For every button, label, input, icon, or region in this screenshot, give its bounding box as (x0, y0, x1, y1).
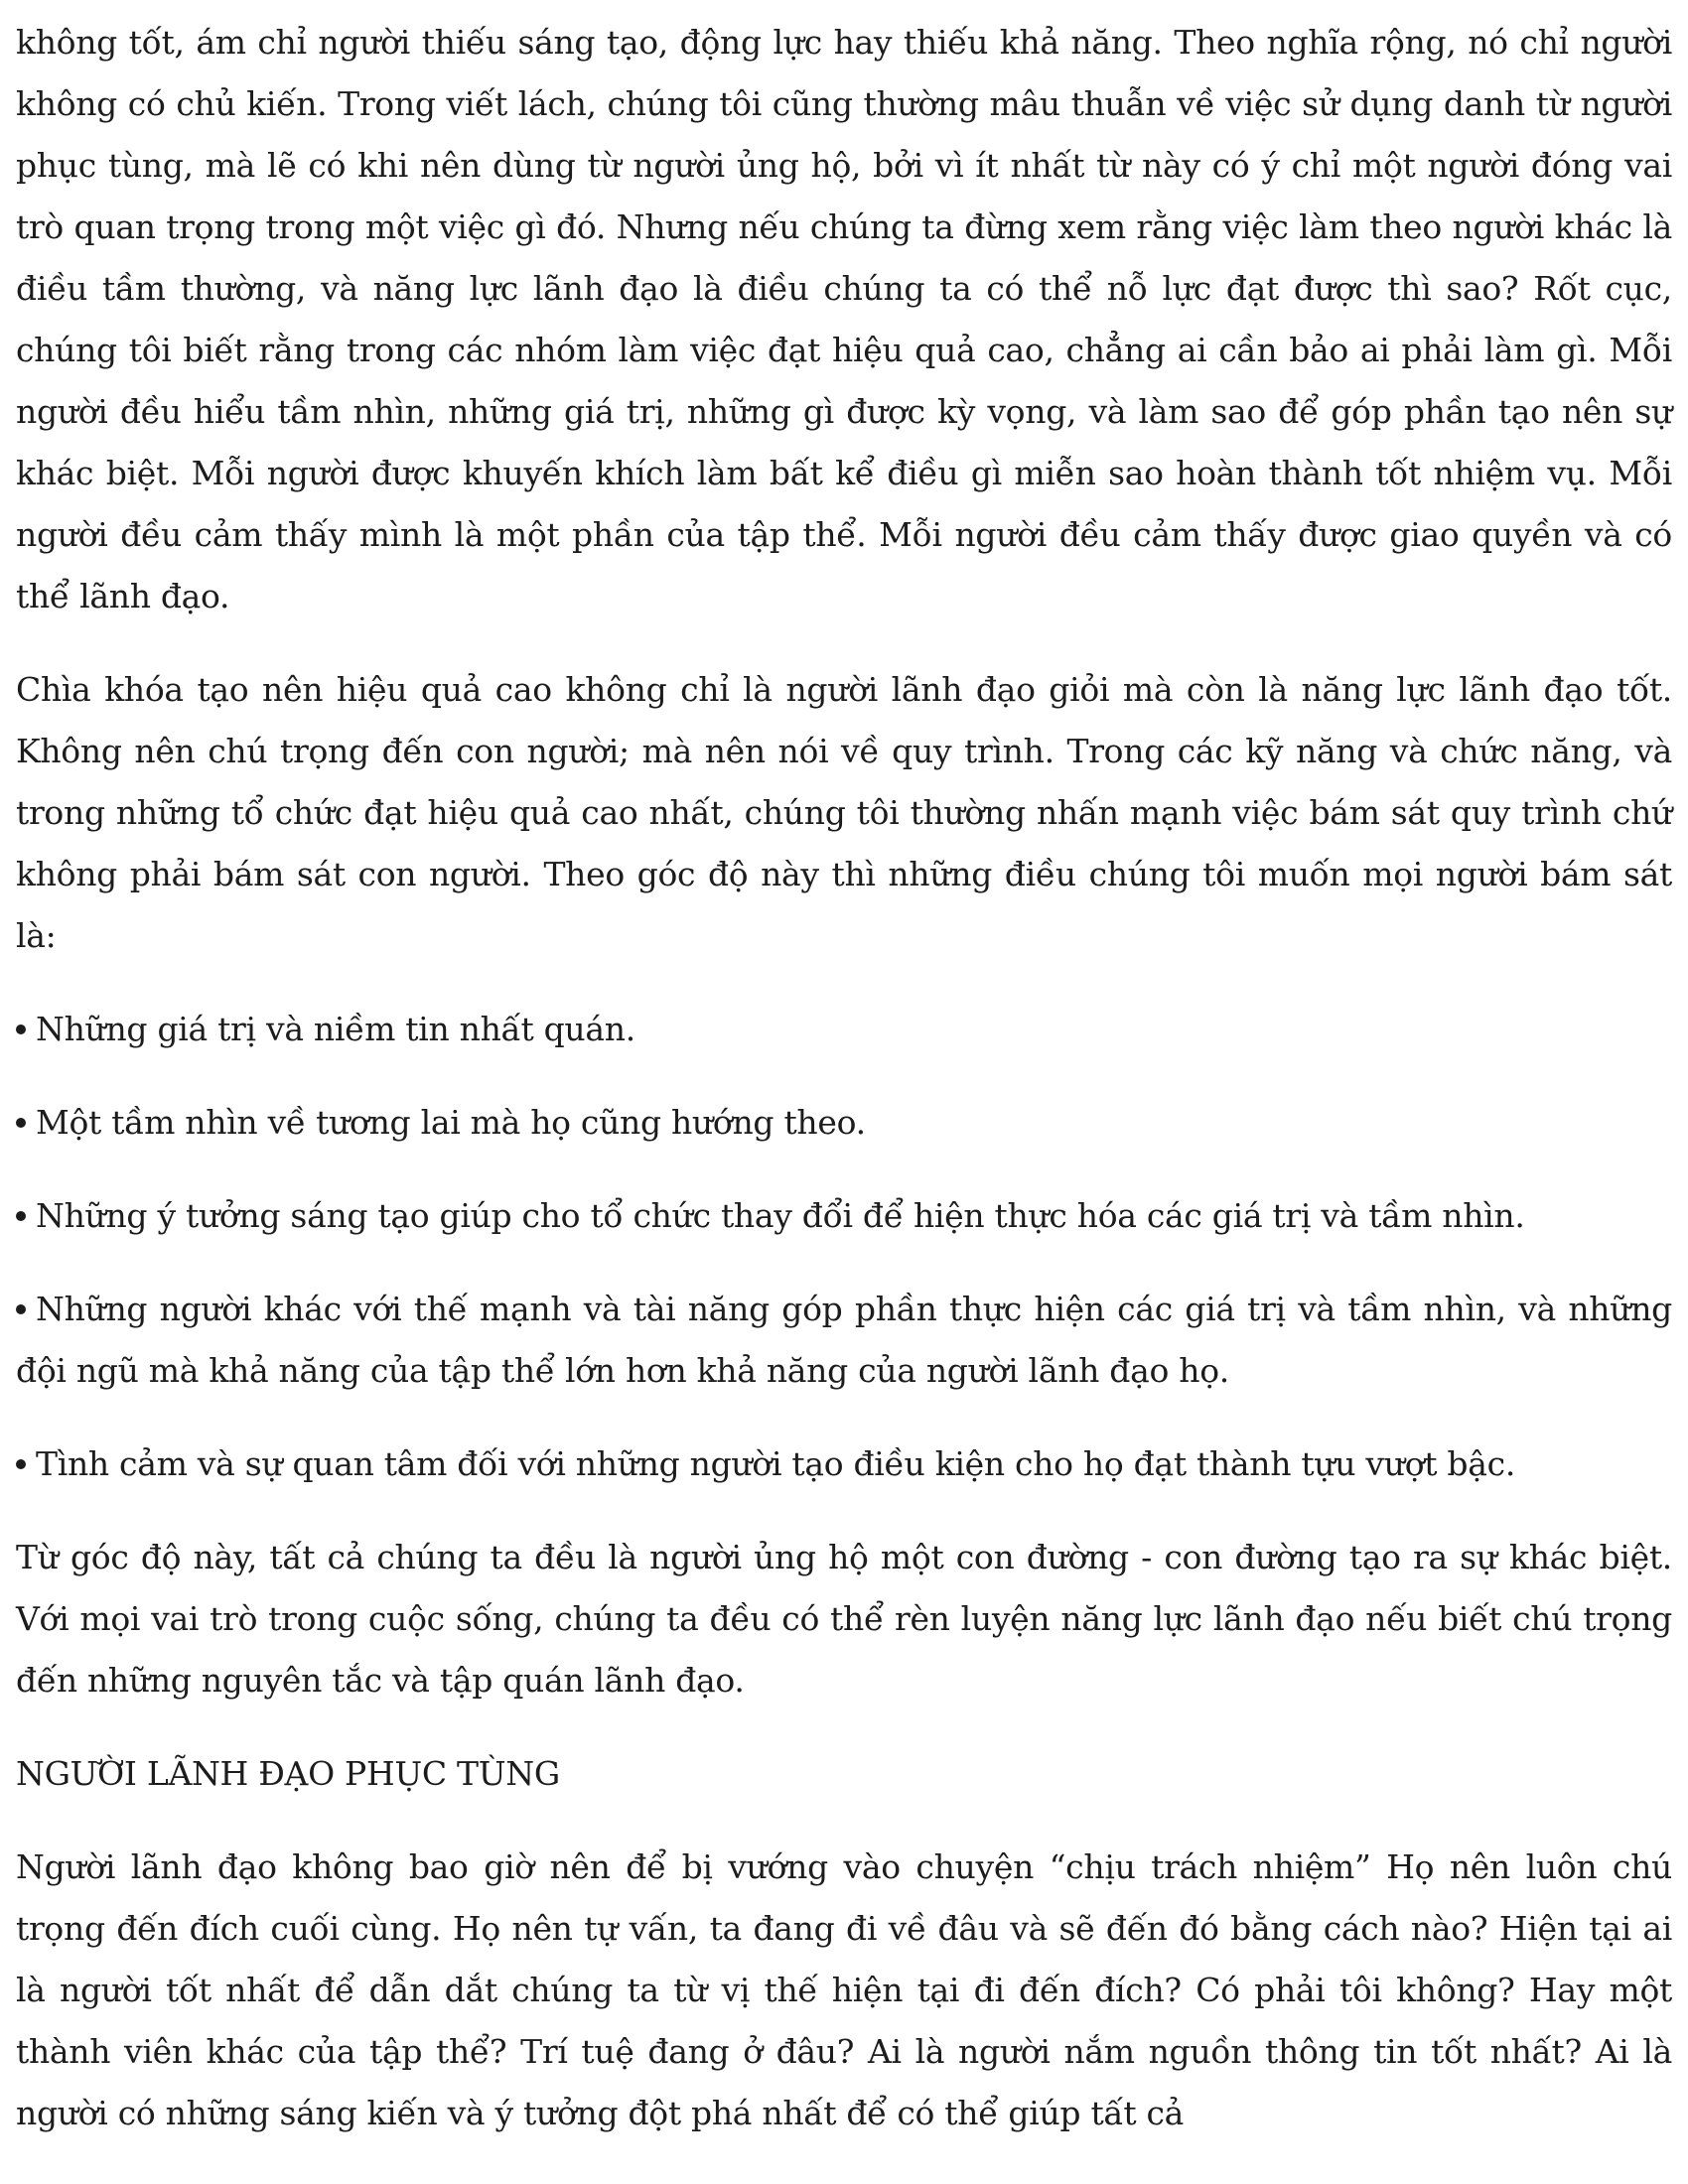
bullet-icon (16, 1118, 26, 1128)
paragraph-intro: không tốt, ám chỉ người thiếu sáng tạo, động lực hay thiếu khả năng. Theo nghĩa rộng, nó chỉ người không có chủ kiến. Trong viết lách, chúng tôi cũng thường mâu thuẫn về việc sử dụng danh từ người phục tùng, mà lẽ có khi nên dùng từ người ủng hộ, bởi vì ít nhất từ này có ý chỉ một người đóng vai trò quan trọng trong một việc gì đó. Nhưng nếu chúng ta đừng xem rằng việc làm theo người khác là điều tầm thường, và năng lực lãnh đạo là điều chúng ta có thể nỗ lực đạt được thì sao? Rốt cục, chúng tôi biết rằng trong các nhóm làm việc đạt hiệu quả cao, chẳng ai cần bảo ai phải làm gì. Mỗi người đều hiểu tầm nhìn, những giá trị, những gì được kỳ vọng, và làm sao để góp phần tạo nên sự khác biệt. Mỗi người được khuyến khích làm bất kể điều gì miễn sao hoàn thành tốt nhiệm vụ. Mỗi người đều cảm thấy mình là một phần của tập thể. Mỗi người đều cảm thấy được giao quyền và có thể lãnh đạo. (16, 23, 1672, 615)
list-item: Những giá trị và niềm tin nhất quán. (16, 999, 1672, 1060)
paragraph-perspective: Từ góc độ này, tất cả chúng ta đều là người ủng hộ một con đường - con đường tạo ra sự khác biệt. Với mọi vai trò trong cuộc sống, chúng ta đều có thể rèn luyện năng lực lãnh đạo nếu biết chú trọng đến những nguyên tắc và tập quán lãnh đạo. (16, 1538, 1672, 1700)
bullet-icon (16, 1459, 26, 1469)
document-page (16, 12, 1672, 2144)
paragraph-key-to-performance: Chìa khóa tạo nên hiệu quả cao không chỉ là người lãnh đạo giỏi mà còn là năng lực lãnh đạo tốt. Không nên chú trọng đến con người; mà nên nói về quy trình. Trong các kỹ năng và chức năng, và trong những tổ chức đạt hiệu quả cao nhất, chúng tôi thường nhấn mạnh việc bám sát quy trình chứ không phải bám sát con người. Theo góc độ này thì những điều chúng tôi muốn mọi người bám sát là: (16, 670, 1672, 955)
list-item: Những người khác với thế mạnh và tài năng góp phần thực hiện các giá trị và tầm nhìn, và những đội ngũ mà khả năng của tập thể lớn hơn khả năng của người lãnh đạo họ. (16, 1290, 1672, 1390)
bullet-icon (16, 1211, 26, 1221)
section-heading: NGƯỜI LÃNH ĐẠO PHỤC TÙNG (16, 1754, 560, 1793)
bullet-icon (16, 1024, 26, 1034)
bullet-list (16, 999, 1672, 1495)
paragraph-servant-leader: Người lãnh đạo không bao giờ nên để bị vướng vào chuyện “chịu trách nhiệm” Họ nên luôn chú trọng đến đích cuối cùng. Họ nên tự vấn, ta đang đi về đâu và sẽ đến đó bằng cách nào? Hiện tại ai là người tốt nhất để dẫn dắt chúng ta từ vị thế hiện tại đi đến đích? Có phải tôi không? Hay một thành viên khác của tập thể? Trí tuệ đang ở đâu? Ai là người nắm nguồn thông tin tốt nhất? Ai là người có những sáng kiến và ý tưởng đột phá nhất để có thể giúp tất cả (16, 1847, 1672, 2132)
list-item: Một tầm nhìn về tương lai mà họ cũng hướng theo. (16, 1092, 1672, 1154)
list-item: Tình cảm và sự quan tâm đối với những người tạo điều kiện cho họ đạt thành tựu vượt bậc. (16, 1433, 1672, 1495)
list-item: Những ý tưởng sáng tạo giúp cho tổ chức thay đổi để hiện thực hóa các giá trị và tầm nhìn. (16, 1185, 1672, 1247)
bullet-icon (16, 1304, 26, 1314)
